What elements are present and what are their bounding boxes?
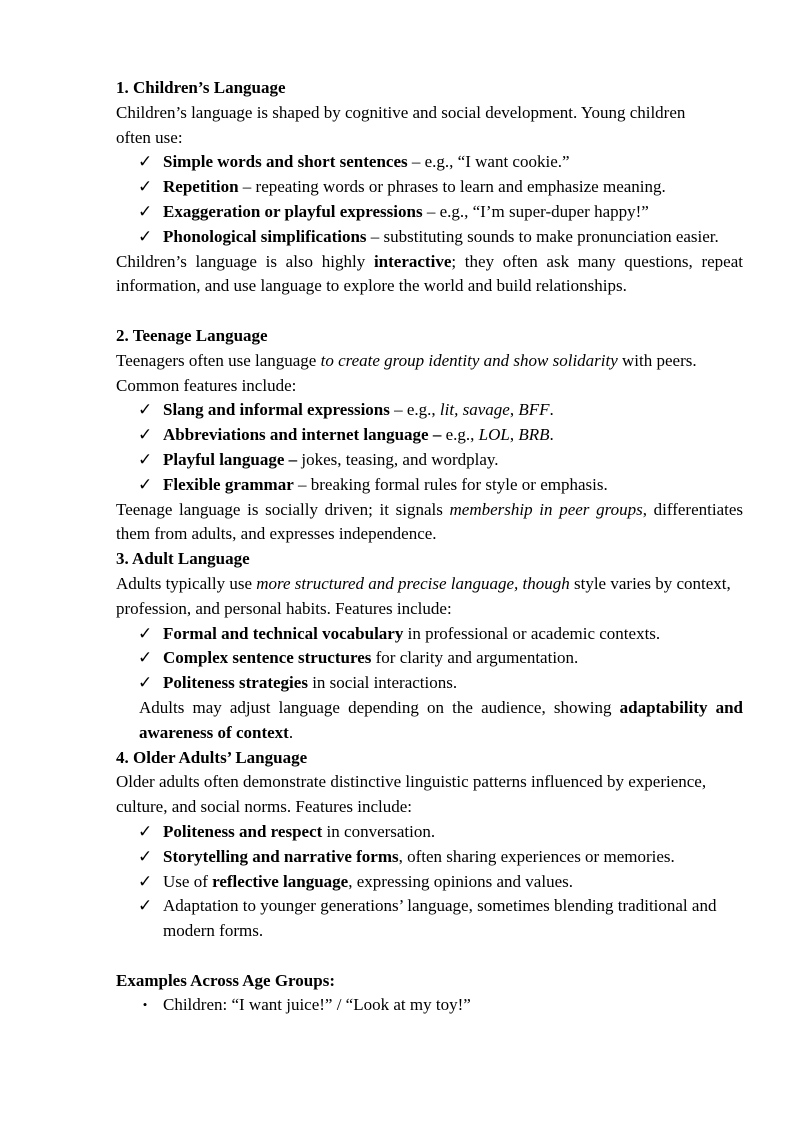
paragraph: Children’s language is shaped by cognitive and social development. Young children often use: [116, 102, 686, 147]
spacer [116, 944, 743, 969]
checkmark-icon: ✓ [138, 152, 153, 172]
checkmark-icon: ✓ [138, 177, 153, 197]
list-item: ✓ Repetition – repeating words or phrases to learn and emphasize meaning. [116, 175, 743, 200]
paragraph: Adults may adjust language depending on the audience, showing adaptability and awareness of context. [139, 697, 744, 742]
list-item: ✓ Slang and informal expressions – e.g., lit, savage, BFF. [116, 398, 743, 423]
list-item: ✓ Phonological simplifications – substituting sounds to make pronunciation easier. [116, 225, 743, 250]
list-item: ✓ Politeness and respect in conversation. [116, 820, 743, 845]
paragraph: Children’s language is also highly interactive; they often ask many questions, repeat information, and use language to explore the world and build relationships. [116, 251, 743, 296]
list-item: • Children: “I want juice!” / “Look at my toy!” [116, 993, 743, 1018]
list-item: ✓ Storytelling and narrative forms, often sharing experiences or memories. [116, 845, 743, 870]
section-heading: 4. Older Adults’ Language [116, 747, 308, 767]
paragraph: Teenage language is socially driven; it signals membership in peer groups, differentiates them from adults, and expresses independence. [116, 499, 743, 544]
checkmark-icon: ✓ [138, 623, 153, 643]
checkmark-icon: ✓ [138, 449, 153, 469]
checkmark-icon: ✓ [138, 201, 153, 221]
checkmark-icon: ✓ [138, 425, 153, 445]
checkmark-icon: ✓ [138, 474, 153, 494]
list-item: ✓ Formal and technical vocabulary in professional or academic contexts. [116, 622, 743, 647]
list-item: ✓ Abbreviations and internet language – e.g., LOL, BRB. [116, 423, 743, 448]
section-heading: 2. Teenage Language [116, 325, 268, 345]
checkmark-icon: ✓ [138, 846, 153, 866]
bullet-icon: • [142, 997, 148, 1013]
list-item: ✓ Simple words and short sentences – e.g., “I want cookie.” [116, 150, 743, 175]
checkmark-icon: ✓ [138, 871, 153, 891]
section-heading: Examples Across Age Groups: [116, 970, 335, 990]
checkmark-icon: ✓ [138, 673, 153, 693]
list-item: ✓ Complex sentence structures for clarity and argumentation. [116, 646, 743, 671]
checkmark-icon: ✓ [138, 226, 153, 246]
list-item: ✓ Flexible grammar – breaking formal rules for style or emphasis. [116, 473, 743, 498]
list-item: ✓ Politeness strategies in social interactions. [116, 671, 743, 696]
checkmark-icon: ✓ [138, 896, 153, 916]
checkmark-icon: ✓ [138, 400, 153, 420]
list-item: ✓ Adaptation to younger generations’ language, sometimes blending traditional and modern forms. [138, 896, 717, 941]
paragraph: Adults typically use more structured and precise language, though style varies by context, profession, and personal habits. Features include: [116, 573, 731, 618]
list-item: ✓ Exaggeration or playful expressions – e.g., “I’m super-duper happy!” [116, 200, 743, 225]
section-heading: 1. Children’s Language [116, 78, 286, 97]
list-item: ✓ Use of reflective language, expressing opinions and values. [116, 870, 743, 895]
section-heading: 3. Adult Language [116, 549, 250, 569]
checkmark-icon: ✓ [138, 821, 153, 841]
document-page [116, 76, 743, 1018]
paragraph: Teenagers often use language to create group identity and show solidarity with peers. Common features include: [116, 350, 697, 395]
list-item: ✓ Playful language – jokes, teasing, and wordplay. [116, 448, 743, 473]
checkmark-icon: ✓ [138, 648, 153, 668]
paragraph: Older adults often demonstrate distinctive linguistic patterns influenced by experience, culture, and social norms. Features include: [116, 772, 707, 817]
spacer [116, 299, 743, 324]
